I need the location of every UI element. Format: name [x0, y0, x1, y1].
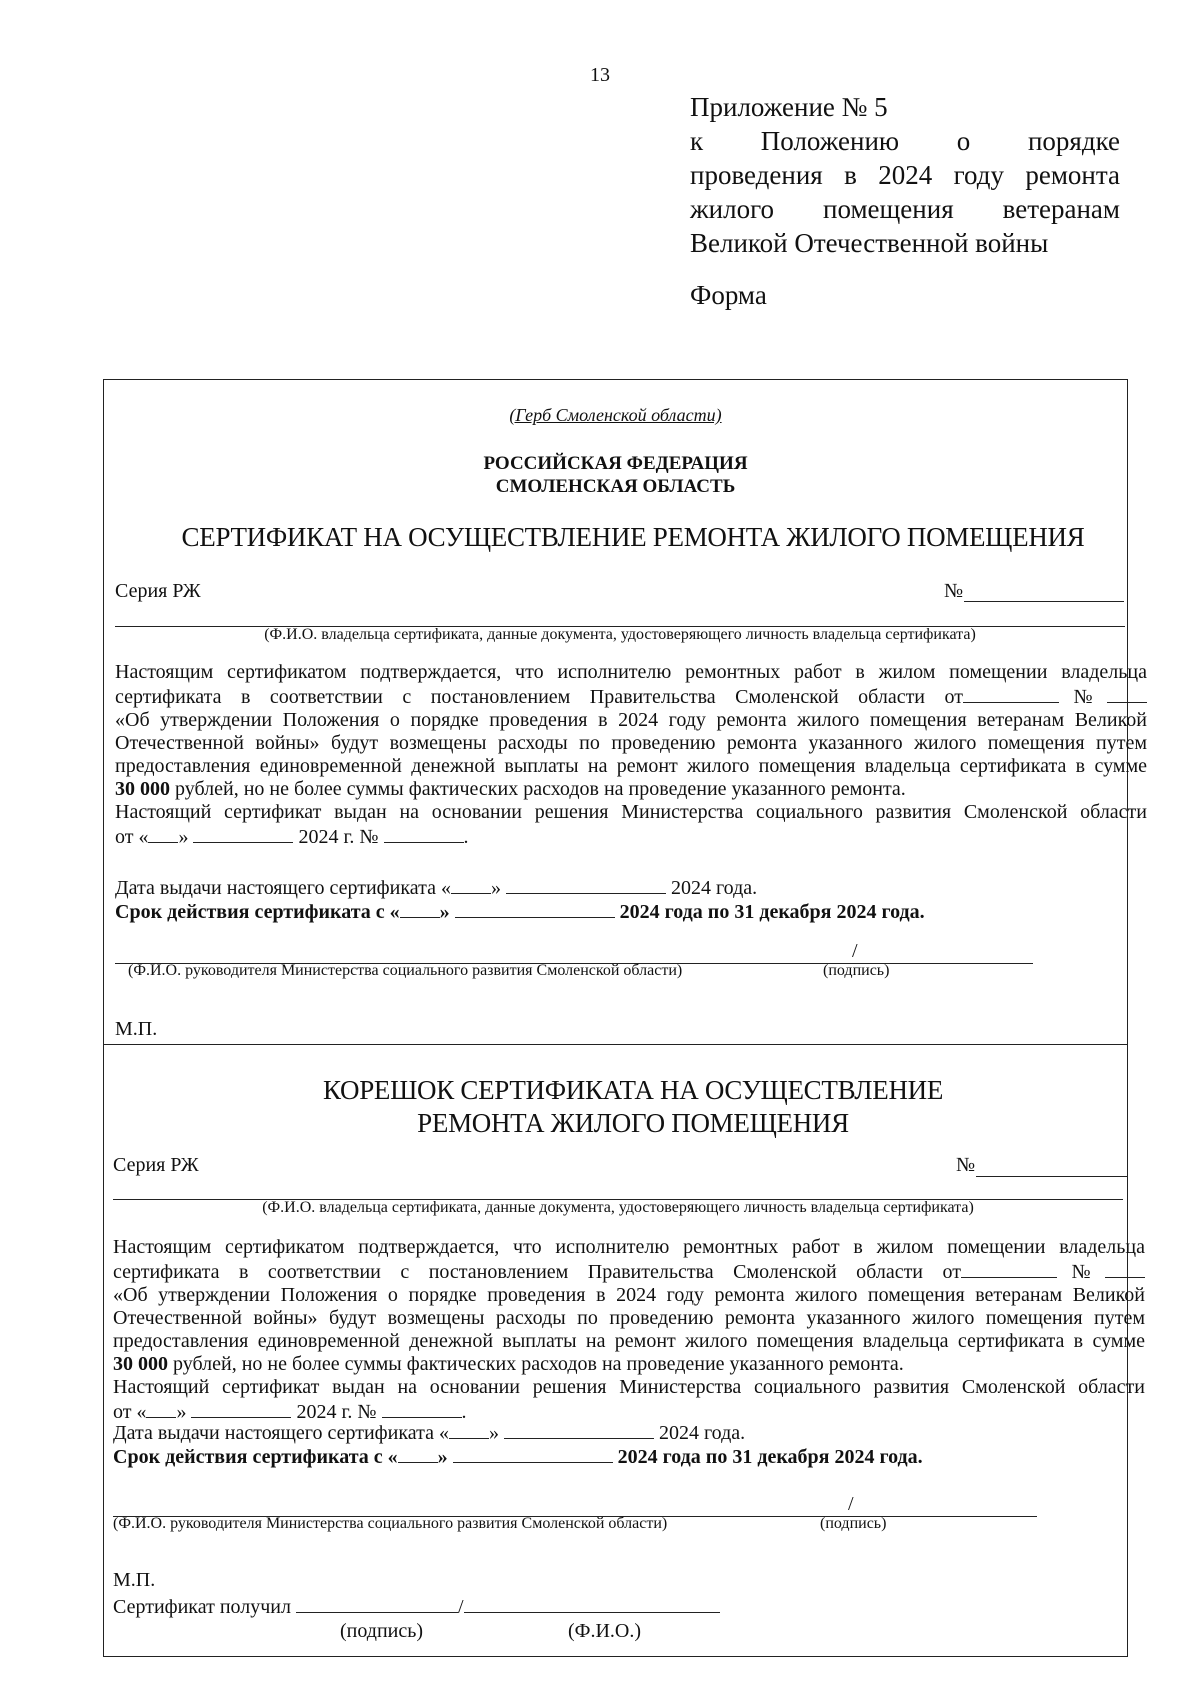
stub-number-field[interactable] — [976, 1176, 1128, 1177]
stub-title — [103, 1074, 1163, 1140]
appendix-line-4: жилого помещения ветеранам — [690, 194, 1120, 224]
body-text: » — [488, 1422, 499, 1444]
issuer-heading — [103, 452, 1128, 498]
received-signature-field[interactable] — [296, 1594, 458, 1613]
body-text: 2024 года. — [670, 877, 758, 899]
body-line: «Об утверждении Положения о порядке проведения в 2024 году ремонта жилого помещения ветеранам Великой — [115, 709, 1147, 731]
issue-day-field[interactable] — [449, 1420, 489, 1439]
body-line: Настоящим сертификатом подтверждается, что исполнителю ремонтных работ в жилом помещении владельца — [115, 661, 1147, 683]
validity-day-field[interactable] — [400, 899, 440, 918]
body-line — [115, 778, 1147, 801]
certificate-series-label: Серия РЖ — [115, 580, 201, 602]
seal-label: М.П. — [113, 1569, 156, 1591]
resolution-number-field[interactable] — [1105, 1259, 1145, 1278]
country-name: РОССИЙСКАЯ ФЕДЕРАЦИЯ — [483, 453, 748, 474]
body-line — [115, 684, 1147, 709]
certificate-number-label: № — [944, 580, 964, 602]
appendix-line-1: Приложение № 5 — [690, 92, 888, 122]
body-text: » — [437, 1446, 448, 1468]
received-row — [113, 1594, 720, 1619]
body-text: 2024 г. № — [296, 1401, 377, 1423]
issue-day-field[interactable] — [451, 875, 491, 894]
certificate-number-field[interactable] — [964, 601, 1124, 602]
body-line: Отечественной войны» будут возмещены расходы по проведению ремонта указанного жилого помещения путем — [113, 1307, 1145, 1329]
certificate-title: СЕРТИФИКАТ НА ОСУЩЕСТВЛЕНИЕ РЕМОНТА ЖИЛОГО ПОМЕЩЕНИЯ — [181, 522, 1085, 552]
body-line — [113, 1259, 1145, 1284]
received-slash: / — [457, 1596, 464, 1618]
decision-day-field[interactable] — [148, 824, 178, 843]
appendix-line-2: к Положению о порядке — [690, 126, 1120, 156]
validity-day-field[interactable] — [398, 1444, 438, 1463]
issue-month-field[interactable] — [506, 875, 666, 894]
body-line: «Об утверждении Положения о порядке проведения в 2024 году ремонта жилого помещения ветеранам Великой — [113, 1284, 1145, 1306]
stub-validity — [113, 1444, 923, 1469]
section-divider — [103, 1044, 1128, 1045]
body-text: рублей, но не более суммы фактических расходов на проведение указанного ремонта. — [170, 778, 906, 800]
region-name: СМОЛЕНСКАЯ ОБЛАСТЬ — [495, 476, 736, 497]
form-label: Форма — [690, 280, 767, 310]
certificate-validity — [115, 899, 925, 924]
signature-caption: (подпись) — [823, 962, 890, 979]
body-line: предоставления единовременной денежной выплаты на ремонт жилого помещения владельца сертификата в сумме — [115, 755, 1147, 777]
body-text: 2024 г. № — [298, 826, 379, 848]
body-text: от « — [115, 826, 149, 848]
signature-slash: / — [852, 940, 858, 962]
decision-month-field[interactable] — [191, 1399, 291, 1418]
received-label: Сертификат получил — [113, 1596, 291, 1618]
stub-body — [113, 1236, 1145, 1424]
body-line: предоставления единовременной денежной выплаты на ремонт жилого помещения владельца сертификата в сумме — [113, 1330, 1145, 1352]
resolution-date-field[interactable] — [961, 1259, 1057, 1278]
stub-number-label: № — [956, 1154, 976, 1176]
body-text: . — [463, 826, 469, 848]
body-line — [113, 1353, 1145, 1376]
body-text: от « — [113, 1401, 147, 1423]
body-text: Срок действия сертификата с « — [115, 901, 400, 923]
body-line: Настоящий сертификат выдан на основании решения Министерства социального развития Смоленской области — [115, 801, 1147, 823]
head-name-caption: (Ф.И.О. руководителя Министерства социального развития Смоленской области) — [128, 962, 683, 979]
body-text: сертификата в соответствии с постановлением Правительства Смоленской области от — [113, 1261, 961, 1283]
body-line: Отечественной войны» будут возмещены расходы по проведению ремонта указанного жилого помещения путем — [115, 732, 1147, 754]
resolution-number-field[interactable] — [1107, 684, 1147, 703]
appendix-line-5: Великой Отечественной войны — [690, 228, 1049, 258]
head-name-caption: (Ф.И.О. руководителя Министерства социального развития Смоленской области) — [113, 1515, 668, 1532]
body-text: 2024 года по 31 декабря 2024 года. — [617, 1446, 923, 1468]
body-text: Срок действия сертификата с « — [113, 1446, 398, 1468]
decision-number-field[interactable] — [384, 824, 464, 843]
body-text: рублей, но не более суммы фактических расходов на проведение указанного ремонта. — [168, 1353, 904, 1375]
body-text: 2024 года по 31 декабря 2024 года. — [619, 901, 925, 923]
body-text: . — [461, 1401, 467, 1423]
body-text: 2024 года. — [658, 1422, 746, 1444]
certificate-owner-caption: (Ф.И.О. владельца сертификата, данные документа, удостоверяющего личность владельца сертификата) — [264, 626, 976, 643]
body-text: № — [1058, 686, 1107, 708]
coat-of-arms-placeholder: (Герб Смоленской области) — [509, 405, 722, 425]
stub-series-label: Серия РЖ — [113, 1154, 199, 1176]
body-text: » — [439, 901, 450, 923]
received-name-field[interactable] — [464, 1594, 720, 1613]
certificate-issue-date — [115, 875, 757, 900]
received-name-caption: (Ф.И.О.) — [568, 1620, 642, 1642]
body-line: Настоящим сертификатом подтверждается, что исполнителю ремонтных работ в жилом помещении владельца — [113, 1236, 1145, 1258]
decision-day-field[interactable] — [146, 1399, 176, 1418]
resolution-date-field[interactable] — [963, 684, 1059, 703]
certificate-body — [115, 661, 1147, 849]
stub-issue-date — [113, 1420, 745, 1445]
stub-title-line-1: КОРЕШОК СЕРТИФИКАТА НА ОСУЩЕСТВЛЕНИЕ — [322, 1075, 944, 1105]
validity-month-field[interactable] — [453, 1444, 613, 1463]
body-line: Настоящий сертификат выдан на основании решения Министерства социального развития Смоленской области — [113, 1376, 1145, 1398]
decision-month-field[interactable] — [193, 824, 293, 843]
stub-title-line-2: РЕМОНТА ЖИЛОГО ПОМЕЩЕНИЯ — [417, 1108, 849, 1138]
signature-slash: / — [848, 1493, 854, 1515]
body-text: № — [1056, 1261, 1105, 1283]
amount-value: 30 000 — [115, 778, 170, 800]
body-line — [115, 824, 1147, 849]
amount-value: 30 000 — [113, 1353, 168, 1375]
page-number: 13 — [590, 64, 610, 86]
validity-month-field[interactable] — [455, 899, 615, 918]
body-text: » — [490, 877, 501, 899]
body-text: » — [178, 826, 189, 848]
stub-owner-caption: (Ф.И.О. владельца сертификата, данные документа, удостоверяющего личность владельца сертификата) — [262, 1199, 974, 1216]
body-text: сертификата в соответствии с постановлением Правительства Смоленской области от — [115, 686, 963, 708]
issue-month-field[interactable] — [504, 1420, 654, 1439]
appendix-line-3: проведения в 2024 году ремонта — [690, 160, 1120, 190]
body-text: Дата выдачи настоящего сертификата « — [113, 1422, 449, 1444]
seal-label: М.П. — [115, 1018, 158, 1040]
body-text: » — [176, 1401, 187, 1423]
received-signature-caption: (подпись) — [340, 1620, 424, 1642]
body-text: Дата выдачи настоящего сертификата « — [115, 877, 451, 899]
decision-number-field[interactable] — [382, 1399, 462, 1418]
appendix-header — [690, 90, 1120, 312]
signature-caption: (подпись) — [820, 1515, 887, 1532]
